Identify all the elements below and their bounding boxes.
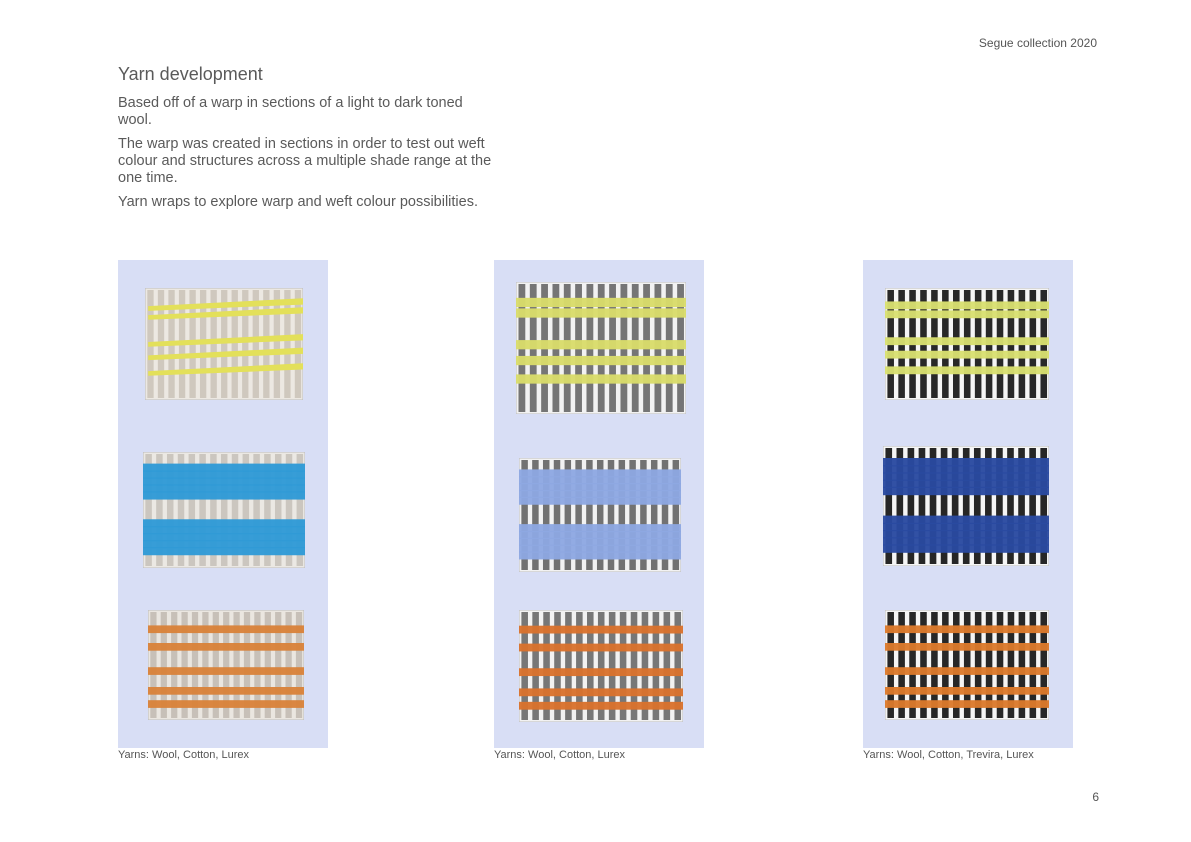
yarn-wrap-3-2 bbox=[883, 446, 1049, 566]
paragraph-3: Yarn wraps to explore warp and weft colour possibilities. bbox=[118, 194, 478, 210]
paragraph-1: Based off of a warp in sections of a light to dark toned wool. bbox=[118, 95, 463, 128]
caption-1: Yarns: Wool, Cotton, Lurex bbox=[118, 749, 250, 761]
page-title: Yarn development bbox=[118, 64, 263, 84]
yarn-wrap-1-3 bbox=[148, 610, 304, 720]
sample-panel-3 bbox=[863, 260, 1073, 748]
sample-panel-1 bbox=[118, 260, 328, 748]
paragraph-2: The warp was created in sections in order to test out weft colour and structures across a multiple shade range at the one time. bbox=[118, 136, 492, 186]
collection-label: Segue collection 2020 bbox=[978, 36, 1097, 50]
caption-3: Yarns: Wool, Cotton, Trevira, Lurex bbox=[863, 749, 1034, 761]
yarn-wrap-2-1 bbox=[516, 282, 686, 414]
yarn-wrap-1-2 bbox=[143, 452, 305, 568]
yarn-wrap-3-1 bbox=[885, 288, 1049, 400]
caption-2: Yarns: Wool, Cotton, Lurex bbox=[494, 749, 626, 761]
yarn-wrap-1-1 bbox=[145, 288, 303, 400]
yarn-wrap-2-2 bbox=[519, 458, 681, 572]
yarn-wrap-2-3 bbox=[519, 610, 683, 722]
page-number: 6 bbox=[1092, 790, 1099, 804]
body-text bbox=[118, 95, 498, 218]
yarn-wrap-3-3 bbox=[885, 610, 1049, 720]
sample-panel-2 bbox=[494, 260, 704, 748]
